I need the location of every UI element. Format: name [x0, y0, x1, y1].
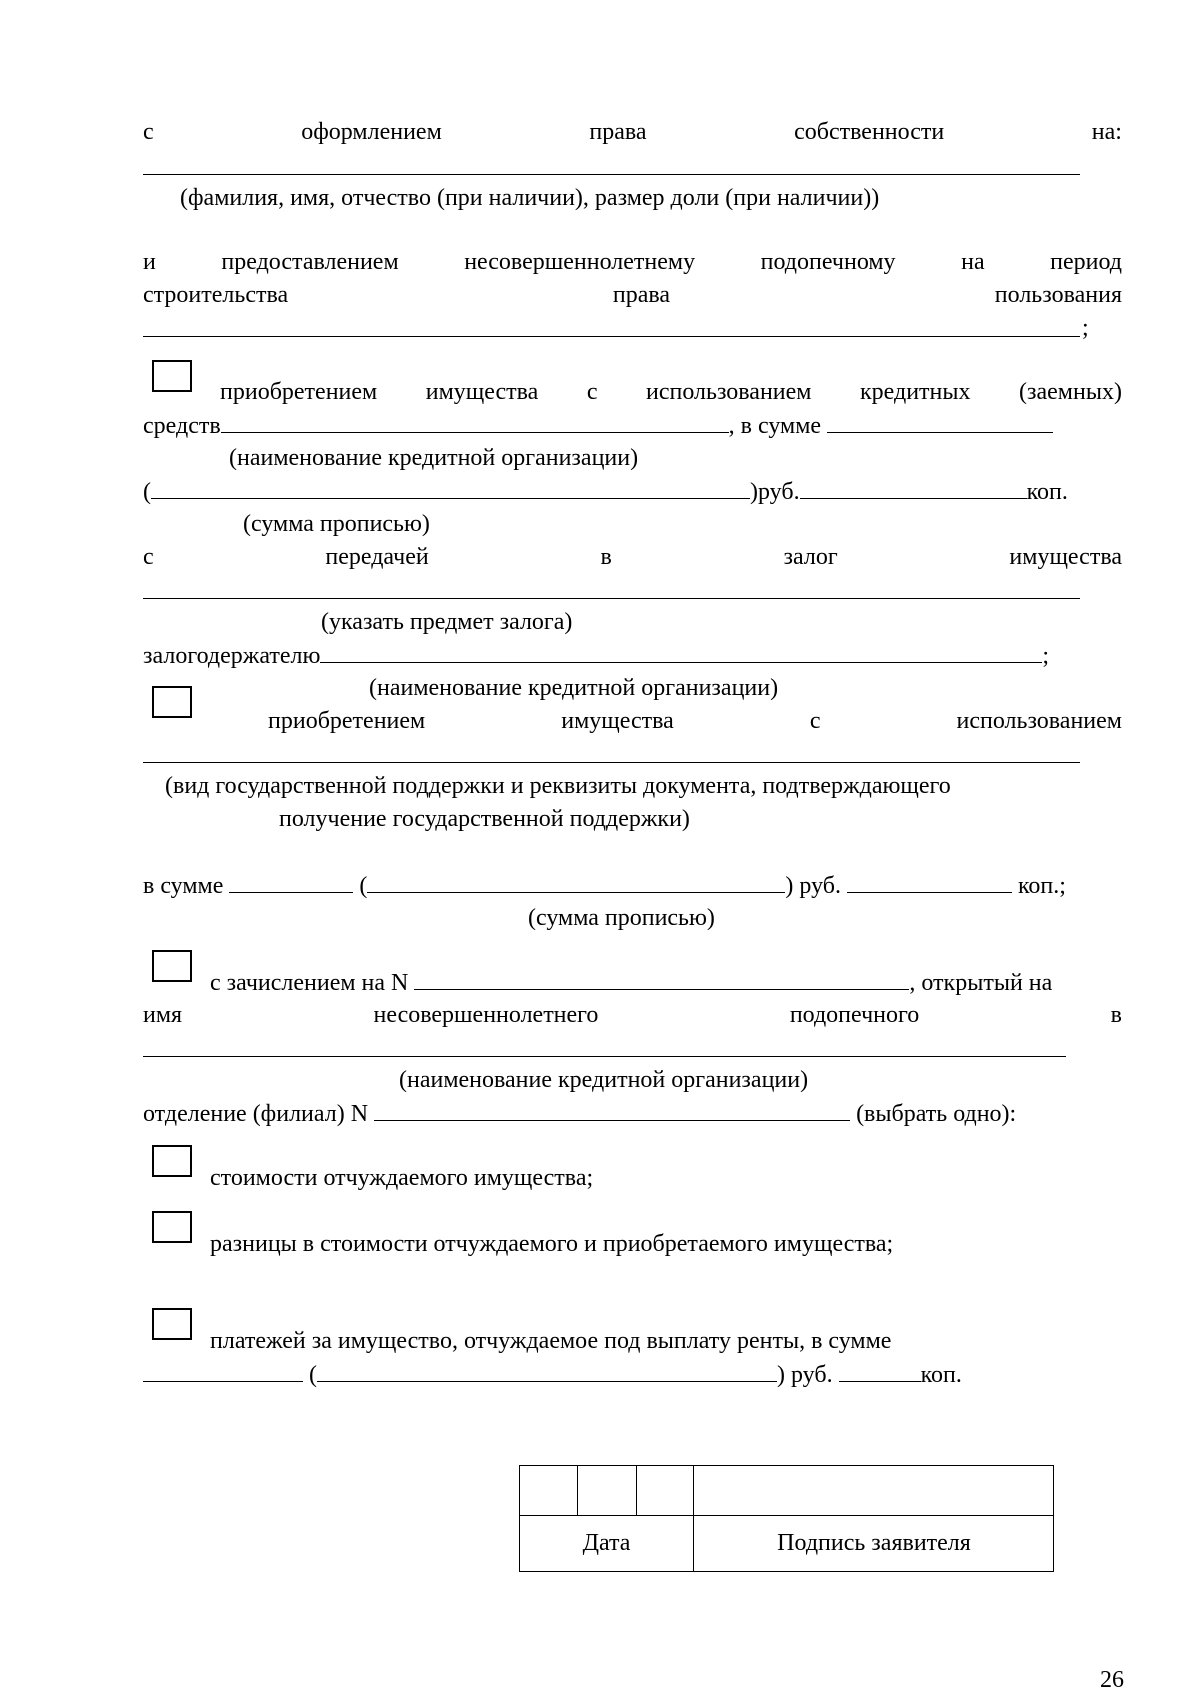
word: в	[600, 544, 612, 570]
account-bank-blank-line[interactable]	[143, 1056, 1066, 1057]
text-line-rent-sum	[143, 1359, 962, 1389]
word: несовершеннолетнего	[373, 1002, 599, 1028]
credit-kop-field[interactable]	[800, 476, 1027, 499]
word: собственности	[794, 119, 945, 145]
credit-org-field[interactable]	[221, 410, 729, 433]
signature-table	[519, 1465, 1054, 1572]
label: коп.	[920, 1362, 962, 1388]
credit-option-checkbox[interactable]	[152, 360, 192, 392]
date-year-cell[interactable]	[637, 1466, 692, 1515]
signature-cell[interactable]	[695, 1466, 1053, 1515]
word: приобретением	[220, 379, 378, 405]
word: с	[143, 544, 154, 570]
label: ) руб.	[777, 1362, 833, 1388]
word: на	[961, 249, 985, 275]
word: и	[143, 249, 156, 275]
page-number: 26	[1100, 1667, 1124, 1693]
word: период	[1050, 249, 1122, 275]
branch-number-field[interactable]	[374, 1098, 850, 1121]
credit-amount-field[interactable]	[827, 410, 1053, 433]
date-month-cell[interactable]	[578, 1466, 635, 1515]
label: в сумме	[143, 873, 224, 899]
label: , открытый на	[909, 970, 1053, 996]
text-line-rent: платежей за имущество, отчуждаемое под выплату ренты, в сумме	[210, 1328, 892, 1354]
caption-credit-org: (наименование кредитной организации)	[229, 445, 639, 471]
text-line-branch	[143, 1098, 1016, 1128]
label: средств	[143, 413, 221, 439]
label: (	[143, 479, 151, 505]
text-line-state-support	[268, 706, 1122, 736]
use-right-blank-line[interactable]	[143, 336, 1080, 337]
word: кредитных	[860, 379, 971, 405]
pledgee-field[interactable]	[320, 640, 1042, 663]
state-sum-words-field[interactable]	[367, 870, 785, 893]
word: строительства	[143, 282, 289, 308]
date-signature-divider	[693, 1466, 694, 1571]
text-line-credit-sum	[143, 476, 1068, 506]
caption-owner: (фамилия, имя, отчество (при наличии), размер доли (при наличии))	[180, 185, 880, 211]
word: имущества	[561, 708, 674, 734]
caption-credit-sum: (сумма прописью)	[243, 511, 430, 537]
word: оформлением	[301, 119, 442, 145]
label: ) руб.	[785, 873, 841, 899]
date-label: Дата	[582, 1530, 631, 1556]
rent-option-checkbox[interactable]	[152, 1308, 192, 1340]
label: (выбрать одно):	[856, 1101, 1017, 1127]
state-sum-field[interactable]	[229, 870, 353, 893]
word: имя	[143, 1002, 183, 1028]
word: пользования	[994, 282, 1122, 308]
label: коп.;	[1017, 873, 1066, 899]
text-line-credit	[220, 377, 1122, 407]
date-day-cell[interactable]	[520, 1466, 577, 1515]
word: права	[612, 282, 671, 308]
word: права	[589, 119, 647, 145]
label: коп.	[1026, 479, 1068, 505]
label: отделение (филиал) N	[143, 1101, 369, 1127]
label: залогодержателю	[143, 643, 321, 669]
label: , в сумме	[728, 413, 822, 439]
caption-state-sum: (сумма прописью)	[528, 905, 715, 931]
word: имущества	[425, 379, 539, 405]
account-number-field[interactable]	[414, 967, 909, 990]
caption-state-support-1: (вид государственной поддержки и реквизиты документа, подтверждающего	[165, 773, 951, 799]
semicolon: ;	[1082, 315, 1089, 341]
rent-kop-field[interactable]	[839, 1359, 921, 1382]
word: с	[809, 708, 821, 734]
text-line-state-sum	[143, 870, 1066, 900]
pledge-blank-line[interactable]	[143, 598, 1080, 599]
text-line-use-right	[143, 280, 1122, 310]
word: (заемных)	[1019, 379, 1122, 405]
text-line-ownership	[143, 117, 1122, 147]
word: несовершеннолетнему	[464, 249, 696, 275]
text-line-pledgee	[143, 640, 1049, 670]
word: подопечному	[760, 249, 896, 275]
word: подопечного	[789, 1002, 920, 1028]
text-line-value: стоимости отчуждаемого имущества;	[210, 1165, 594, 1191]
text-line-account-holder	[143, 1000, 1122, 1030]
word: использованием	[956, 708, 1122, 734]
word: с	[143, 119, 154, 145]
account-option-checkbox[interactable]	[152, 950, 192, 982]
rent-sum-field[interactable]	[143, 1359, 303, 1382]
difference-option-checkbox[interactable]	[152, 1211, 192, 1243]
signature-label: Подпись заявителя	[777, 1530, 971, 1556]
label: )руб.	[750, 479, 800, 505]
value-option-checkbox[interactable]	[152, 1145, 192, 1177]
word: с	[586, 379, 598, 405]
word: приобретением	[268, 708, 426, 734]
caption-credit-org-2: (наименование кредитной организации)	[369, 675, 779, 701]
caption-state-support-2: получение государственной поддержки)	[279, 806, 690, 832]
word: использованием	[646, 379, 812, 405]
text-line-credit-funds	[143, 410, 1053, 440]
text-line-construction	[143, 247, 1122, 277]
label: с зачислением на N	[210, 970, 409, 996]
label: ;	[1042, 643, 1050, 669]
word: передачей	[325, 544, 429, 570]
credit-sum-words-field[interactable]	[151, 476, 750, 499]
caption-account-org: (наименование кредитной организации)	[399, 1067, 809, 1093]
state-support-blank-line[interactable]	[143, 762, 1080, 763]
state-support-option-checkbox[interactable]	[152, 686, 192, 718]
owner-blank-line[interactable]	[143, 174, 1080, 175]
label: (	[309, 1362, 317, 1388]
word: залог	[783, 544, 838, 570]
table-divider	[520, 1515, 1053, 1516]
text-line-pledge	[143, 542, 1122, 572]
label: (	[359, 873, 368, 899]
caption-pledge: (указать предмет залога)	[321, 609, 573, 635]
word: предоставлением	[221, 249, 399, 275]
word: в	[1110, 1002, 1122, 1028]
text-line-account	[210, 967, 1052, 997]
word: на:	[1091, 119, 1122, 145]
text-line-difference: разницы в стоимости отчуждаемого и приобретаемого имущества;	[210, 1231, 894, 1257]
state-kop-field[interactable]	[847, 870, 1012, 893]
rent-sum-words-field[interactable]	[317, 1359, 777, 1382]
word: имущества	[1009, 544, 1122, 570]
